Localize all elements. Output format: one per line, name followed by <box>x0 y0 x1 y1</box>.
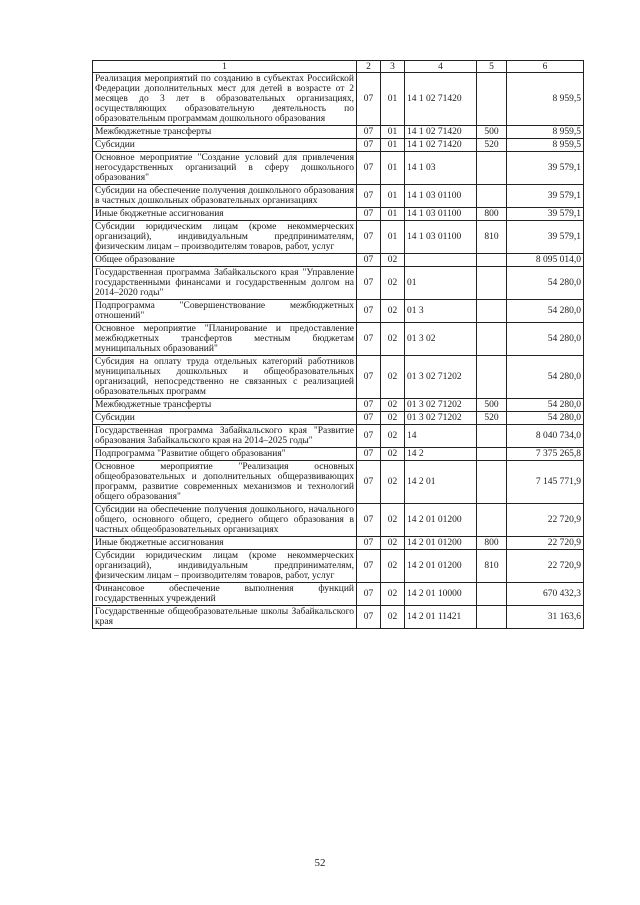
row-expense-type: 520 <box>477 139 507 152</box>
row-amount: 22 720,9 <box>507 537 584 550</box>
row-expense-type <box>477 425 507 448</box>
row-subsection: 02 <box>381 461 405 504</box>
row-amount: 54 280,0 <box>507 323 584 356</box>
row-subsection: 02 <box>381 583 405 606</box>
row-target-article: 14 1 02 71420 <box>405 73 477 126</box>
row-description: Иные бюджетные ассигнования <box>93 537 357 550</box>
row-target-article: 14 1 02 71420 <box>405 139 477 152</box>
row-description: Реализация мероприятий по созданию в субъектах Российской Федерации дополнительных мест для детей в возрасте от 2 месяцев до 3 лет в образовательных организациях, осуществляющих образовательную деятельность по образовательным программам дошкольного образования <box>93 73 357 126</box>
row-target-article: 14 2 01 11421 <box>405 606 477 629</box>
row-description: Основное мероприятие "Создание условий для привлечения негосударственных организаций в сферу дошкольного образования" <box>93 152 357 185</box>
row-expense-type: 500 <box>477 126 507 139</box>
header-col-4: 4 <box>405 61 477 73</box>
row-target-article: 14 1 03 01100 <box>405 208 477 221</box>
row-subsection: 01 <box>381 208 405 221</box>
table-row <box>93 606 584 629</box>
table-row <box>93 185 584 208</box>
row-description: Подпрограмма "Развитие общего образования" <box>93 448 357 461</box>
row-subsection: 02 <box>381 356 405 399</box>
row-expense-type: 810 <box>477 550 507 583</box>
row-target-article: 14 1 02 71420 <box>405 126 477 139</box>
row-section: 07 <box>357 323 381 356</box>
row-description: Субсидии юридическим лицам (кроме некоммерческих организаций), индивидуальным предпринимателям, физическим лицам – производителям товаров, работ, услуг <box>93 221 357 254</box>
row-expense-type <box>477 356 507 399</box>
row-description: Иные бюджетные ассигнования <box>93 208 357 221</box>
row-target-article: 01 3 02 71202 <box>405 412 477 425</box>
row-section: 07 <box>357 208 381 221</box>
row-expense-type <box>477 448 507 461</box>
row-description: Государственные общеобразовательные школы Забайкальского края <box>93 606 357 629</box>
row-target-article: 01 3 02 71202 <box>405 356 477 399</box>
header-col-2: 2 <box>357 61 381 73</box>
row-amount: 670 432,3 <box>507 583 584 606</box>
header-col-3: 3 <box>381 61 405 73</box>
row-subsection: 02 <box>381 300 405 323</box>
row-section: 07 <box>357 412 381 425</box>
table-row <box>93 221 584 254</box>
row-description: Субсидии <box>93 139 357 152</box>
row-target-article: 14 1 03 01100 <box>405 221 477 254</box>
row-section: 07 <box>357 461 381 504</box>
row-subsection: 01 <box>381 73 405 126</box>
row-section: 07 <box>357 267 381 300</box>
row-description: Межбюджетные трансферты <box>93 126 357 139</box>
row-subsection: 02 <box>381 399 405 412</box>
page-number: 52 <box>314 857 326 869</box>
row-section: 07 <box>357 126 381 139</box>
row-target-article: 01 3 <box>405 300 477 323</box>
row-expense-type <box>477 300 507 323</box>
table-row <box>93 267 584 300</box>
row-expense-type: 520 <box>477 412 507 425</box>
row-expense-type <box>477 254 507 267</box>
table-header <box>93 61 584 73</box>
row-section: 07 <box>357 399 381 412</box>
row-expense-type <box>477 267 507 300</box>
row-description: Финансовое обеспечение выполнения функций государственных учреждений <box>93 583 357 606</box>
row-target-article: 01 3 02 <box>405 323 477 356</box>
table-row <box>93 583 584 606</box>
table-row <box>93 550 584 583</box>
row-description: Субсидия на оплату труда отдельных категорий работников муниципальных дошкольных и общеобразовательных организаций, непосредственно не связанных с реализацией образовательных программ <box>93 356 357 399</box>
row-expense-type <box>477 152 507 185</box>
row-description: Субсидии юридическим лицам (кроме некоммерческих организаций), индивидуальным предпринимателям, физическим лицам – производителям товаров, работ, услуг <box>93 550 357 583</box>
row-amount: 54 280,0 <box>507 267 584 300</box>
row-amount: 54 280,0 <box>507 356 584 399</box>
row-description: Субсидии на обеспечение получения дошкольного, начального общего, основного общего, среднего общего образования в частных общеобразовательных организациях <box>93 504 357 537</box>
row-target-article: 14 1 03 01100 <box>405 185 477 208</box>
row-target-article: 14 1 03 <box>405 152 477 185</box>
row-section: 07 <box>357 139 381 152</box>
row-description: Субсидии на обеспечение получения дошкольного образования в частных дошкольных образовательных организациях <box>93 185 357 208</box>
row-amount: 39 579,1 <box>507 152 584 185</box>
row-expense-type: 800 <box>477 537 507 550</box>
row-amount: 54 280,0 <box>507 300 584 323</box>
row-section: 07 <box>357 254 381 267</box>
row-target-article: 14 <box>405 425 477 448</box>
table-row <box>93 412 584 425</box>
row-subsection: 02 <box>381 504 405 537</box>
row-target-article: 14 2 01 01200 <box>405 504 477 537</box>
table-row <box>93 537 584 550</box>
row-description: Основное мероприятие "Планирование и предоставление межбюджетных трансфертов местным бюджетам муниципальных образований" <box>93 323 357 356</box>
row-subsection: 01 <box>381 152 405 185</box>
row-expense-type <box>477 185 507 208</box>
row-section: 07 <box>357 356 381 399</box>
row-subsection: 02 <box>381 425 405 448</box>
budget-table <box>92 60 584 629</box>
row-subsection: 01 <box>381 139 405 152</box>
row-section: 07 <box>357 537 381 550</box>
row-amount: 22 720,9 <box>507 504 584 537</box>
row-section: 07 <box>357 504 381 537</box>
row-subsection: 02 <box>381 606 405 629</box>
row-expense-type: 810 <box>477 221 507 254</box>
row-section: 07 <box>357 425 381 448</box>
row-section: 07 <box>357 300 381 323</box>
table-row <box>93 126 584 139</box>
table-row <box>93 504 584 537</box>
row-description: Государственная программа Забайкальского края "Развитие образования Забайкальского края на 2014–2025 годы" <box>93 425 357 448</box>
row-expense-type <box>477 606 507 629</box>
row-description: Субсидии <box>93 412 357 425</box>
table-row <box>93 139 584 152</box>
row-amount: 31 163,6 <box>507 606 584 629</box>
row-target-article: 01 3 02 71202 <box>405 399 477 412</box>
table-row <box>93 356 584 399</box>
row-expense-type <box>477 504 507 537</box>
row-amount: 8 959,5 <box>507 139 584 152</box>
row-amount: 54 280,0 <box>507 412 584 425</box>
row-expense-type: 500 <box>477 399 507 412</box>
row-expense-type: 800 <box>477 208 507 221</box>
row-amount: 8 040 734,0 <box>507 425 584 448</box>
table-body <box>93 73 584 629</box>
table-row <box>93 300 584 323</box>
table-row <box>93 323 584 356</box>
row-expense-type <box>477 73 507 126</box>
row-subsection: 02 <box>381 537 405 550</box>
row-subsection: 02 <box>381 550 405 583</box>
row-expense-type <box>477 461 507 504</box>
header-col-1: 1 <box>93 61 357 73</box>
row-target-article: 14 2 01 10000 <box>405 583 477 606</box>
row-section: 07 <box>357 185 381 208</box>
row-section: 07 <box>357 152 381 185</box>
row-amount: 8 095 014,0 <box>507 254 584 267</box>
row-amount: 8 959,5 <box>507 126 584 139</box>
table-row <box>93 461 584 504</box>
table-row <box>93 152 584 185</box>
row-amount: 39 579,1 <box>507 221 584 254</box>
row-amount: 8 959,5 <box>507 73 584 126</box>
row-description: Общее образование <box>93 254 357 267</box>
row-expense-type <box>477 323 507 356</box>
row-target-article: 01 <box>405 267 477 300</box>
table-row <box>93 208 584 221</box>
row-subsection: 02 <box>381 412 405 425</box>
row-subsection: 02 <box>381 323 405 356</box>
row-expense-type <box>477 583 507 606</box>
row-section: 07 <box>357 221 381 254</box>
row-description: Подпрограмма "Совершенствование межбюджетных отношений" <box>93 300 357 323</box>
row-subsection: 01 <box>381 185 405 208</box>
row-amount: 39 579,1 <box>507 208 584 221</box>
row-amount: 22 720,9 <box>507 550 584 583</box>
row-section: 07 <box>357 448 381 461</box>
header-col-5: 5 <box>477 61 507 73</box>
row-amount: 7 145 771,9 <box>507 461 584 504</box>
header-col-6: 6 <box>507 61 584 73</box>
row-target-article: 14 2 01 01200 <box>405 537 477 550</box>
row-section: 07 <box>357 73 381 126</box>
table-row <box>93 425 584 448</box>
header-row <box>93 61 584 73</box>
table-row <box>93 254 584 267</box>
row-description: Основное мероприятие "Реализация основных общеобразовательных и дополнительных общеразвивающих программ, развитие современных механизмов и технологий общего образования" <box>93 461 357 504</box>
row-section: 07 <box>357 550 381 583</box>
row-subsection: 02 <box>381 254 405 267</box>
table-row <box>93 399 584 412</box>
row-amount: 7 375 265,8 <box>507 448 584 461</box>
row-amount: 39 579,1 <box>507 185 584 208</box>
row-section: 07 <box>357 583 381 606</box>
row-subsection: 02 <box>381 267 405 300</box>
row-subsection: 01 <box>381 221 405 254</box>
row-target-article: 14 2 01 01200 <box>405 550 477 583</box>
table-row <box>93 448 584 461</box>
row-section: 07 <box>357 606 381 629</box>
table-row <box>93 73 584 126</box>
row-target-article <box>405 254 477 267</box>
row-amount: 54 280,0 <box>507 399 584 412</box>
row-subsection: 02 <box>381 448 405 461</box>
row-target-article: 14 2 <box>405 448 477 461</box>
row-target-article: 14 2 01 <box>405 461 477 504</box>
row-description: Межбюджетные трансферты <box>93 399 357 412</box>
row-subsection: 01 <box>381 126 405 139</box>
row-description: Государственная программа Забайкальского края "Управление государственными финансами и государственным долгом на 2014–2020 годы" <box>93 267 357 300</box>
